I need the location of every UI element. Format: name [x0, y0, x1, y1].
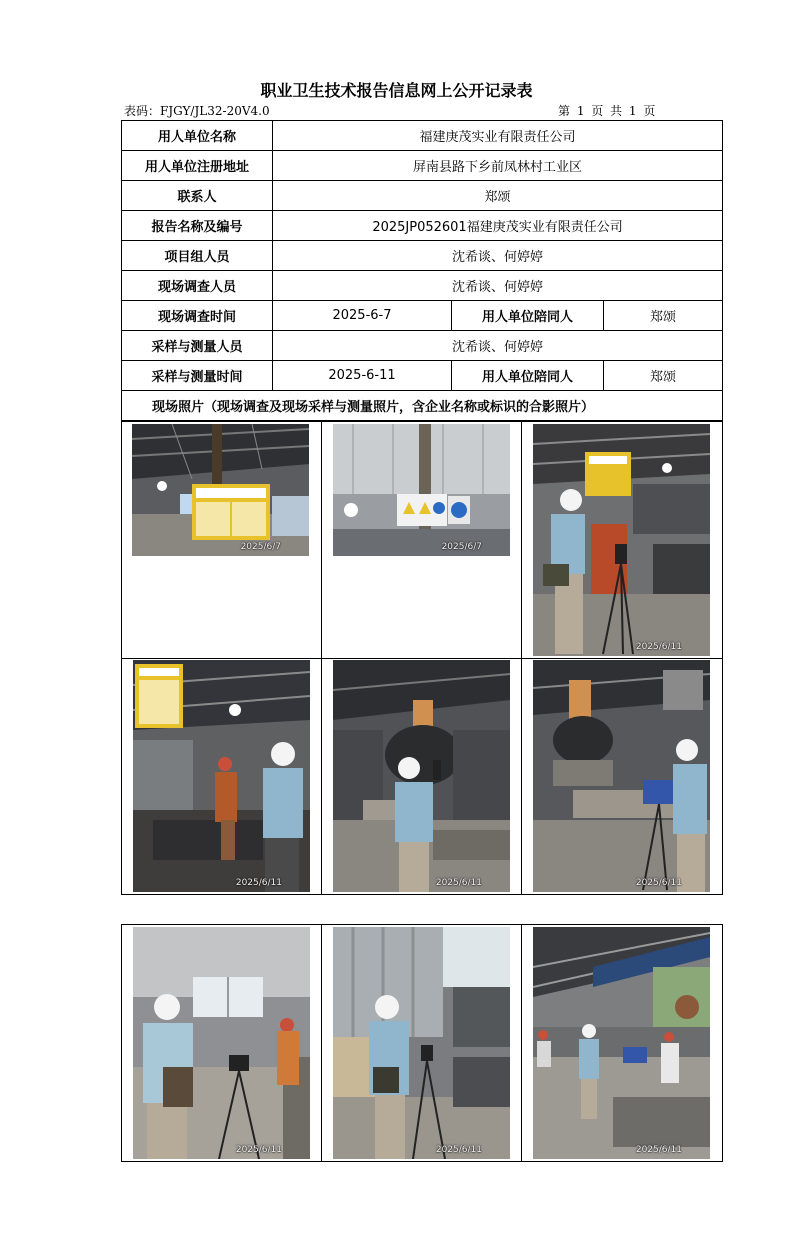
- sampling-staff-label: 采样与测量人员: [122, 331, 273, 361]
- worker-with-tripod-image: [133, 927, 310, 1159]
- site-photo: [133, 660, 310, 892]
- tripod-measurement-image: [533, 660, 710, 892]
- site-photo: [533, 660, 710, 892]
- photo-date-stamp: 2025/6/11: [435, 878, 482, 888]
- form-code: 表码：FJGY/JL32-20V4.0: [124, 104, 270, 118]
- worker-measuring-image: [533, 424, 710, 656]
- row-employer-name: [122, 121, 723, 151]
- sampling-staff-value: 沈希谈、何婷婷: [273, 331, 723, 361]
- sampling-time-label: 采样与测量时间: [122, 361, 273, 391]
- site-photo: [333, 660, 510, 892]
- photo-date-stamp: 2025/6/11: [435, 1145, 482, 1155]
- site-photo: [333, 927, 510, 1159]
- employer-name-label: 用人单位名称: [122, 121, 273, 151]
- workshop-ceiling-sign-image: [132, 424, 309, 556]
- survey-staff-label: 现场调查人员: [122, 271, 273, 301]
- survey-time-value: 2025-6-7: [273, 301, 452, 331]
- sampling-time-value: 2025-6-11: [273, 361, 452, 391]
- worker-at-saw-image: [133, 660, 310, 892]
- team-value: 沈希谈、何婷婷: [273, 241, 723, 271]
- row-report: [122, 211, 723, 241]
- photo-cell: [322, 659, 522, 894]
- row-photos-header: [122, 391, 723, 421]
- row-contact: [122, 181, 723, 211]
- sampling-escort-value: 郑颂: [604, 361, 723, 391]
- document-title: 职业卫生技术报告信息网上公开记录表: [260, 81, 533, 100]
- photo-date-stamp: 2025/6/7: [240, 542, 281, 552]
- site-photo: [533, 927, 710, 1159]
- survey-staff-value: 沈希谈、何婷婷: [273, 271, 723, 301]
- photo-cell: [522, 925, 722, 1161]
- team-label: 项目组人员: [122, 241, 273, 271]
- photo-date-stamp: 2025/6/11: [635, 642, 682, 652]
- photo-grid-1: [121, 421, 723, 895]
- photo-date-stamp: 2025/6/11: [635, 1145, 682, 1155]
- row-sampling-staff: [122, 331, 723, 361]
- worker-in-workshop-image: [333, 927, 510, 1159]
- contact-label: 联系人: [122, 181, 273, 211]
- photo-date-stamp: 2025/6/11: [235, 878, 282, 888]
- photo-cell: [122, 422, 322, 659]
- photo-cell: [522, 659, 722, 894]
- employer-name-value: 福建庚茂实业有限责任公司: [273, 121, 723, 151]
- photo-cell: [122, 659, 322, 894]
- row-team: [122, 241, 723, 271]
- sampling-escort-label: 用人单位陪同人: [452, 361, 604, 391]
- photo-date-stamp: 2025/6/11: [235, 1145, 282, 1155]
- info-table: [121, 120, 723, 421]
- workshop-overview-image: [533, 927, 710, 1159]
- row-survey-staff: [122, 271, 723, 301]
- site-photo: [333, 424, 510, 556]
- address-label: 用人单位注册地址: [122, 151, 273, 181]
- warning-signboard-image: [333, 424, 510, 556]
- row-sampling-time: [122, 361, 723, 391]
- address-value: 屏南县路下乡前凤林村工业区: [273, 151, 723, 181]
- survey-escort-label: 用人单位陪同人: [452, 301, 604, 331]
- contact-value: 郑颂: [273, 181, 723, 211]
- photo-grid-2: [121, 924, 723, 1162]
- survey-escort-value: 郑颂: [604, 301, 723, 331]
- row-address: [122, 151, 723, 181]
- measuring-near-wire-saw-image: [333, 660, 510, 892]
- site-photo: [133, 927, 310, 1159]
- report-label: 报告名称及编号: [122, 211, 273, 241]
- photos-header: 现场照片（现场调查及现场采样与测量照片，含企业名称或标识的合影照片）: [122, 391, 723, 421]
- row-survey-time: [122, 301, 723, 331]
- photo-date-stamp: 2025/6/7: [441, 542, 482, 552]
- report-value: 2025JP052601福建庚茂实业有限责任公司: [273, 211, 723, 241]
- photo-date-stamp: 2025/6/11: [635, 878, 682, 888]
- photo-cell: [122, 925, 322, 1161]
- survey-time-label: 现场调查时间: [122, 301, 273, 331]
- photo-cell: [322, 925, 522, 1161]
- photo-cell: [322, 422, 522, 659]
- page-info: 第 1 页 共 1 页: [558, 104, 656, 118]
- photo-cell: [522, 422, 722, 659]
- site-photo: [132, 424, 309, 556]
- site-photo: [533, 424, 710, 656]
